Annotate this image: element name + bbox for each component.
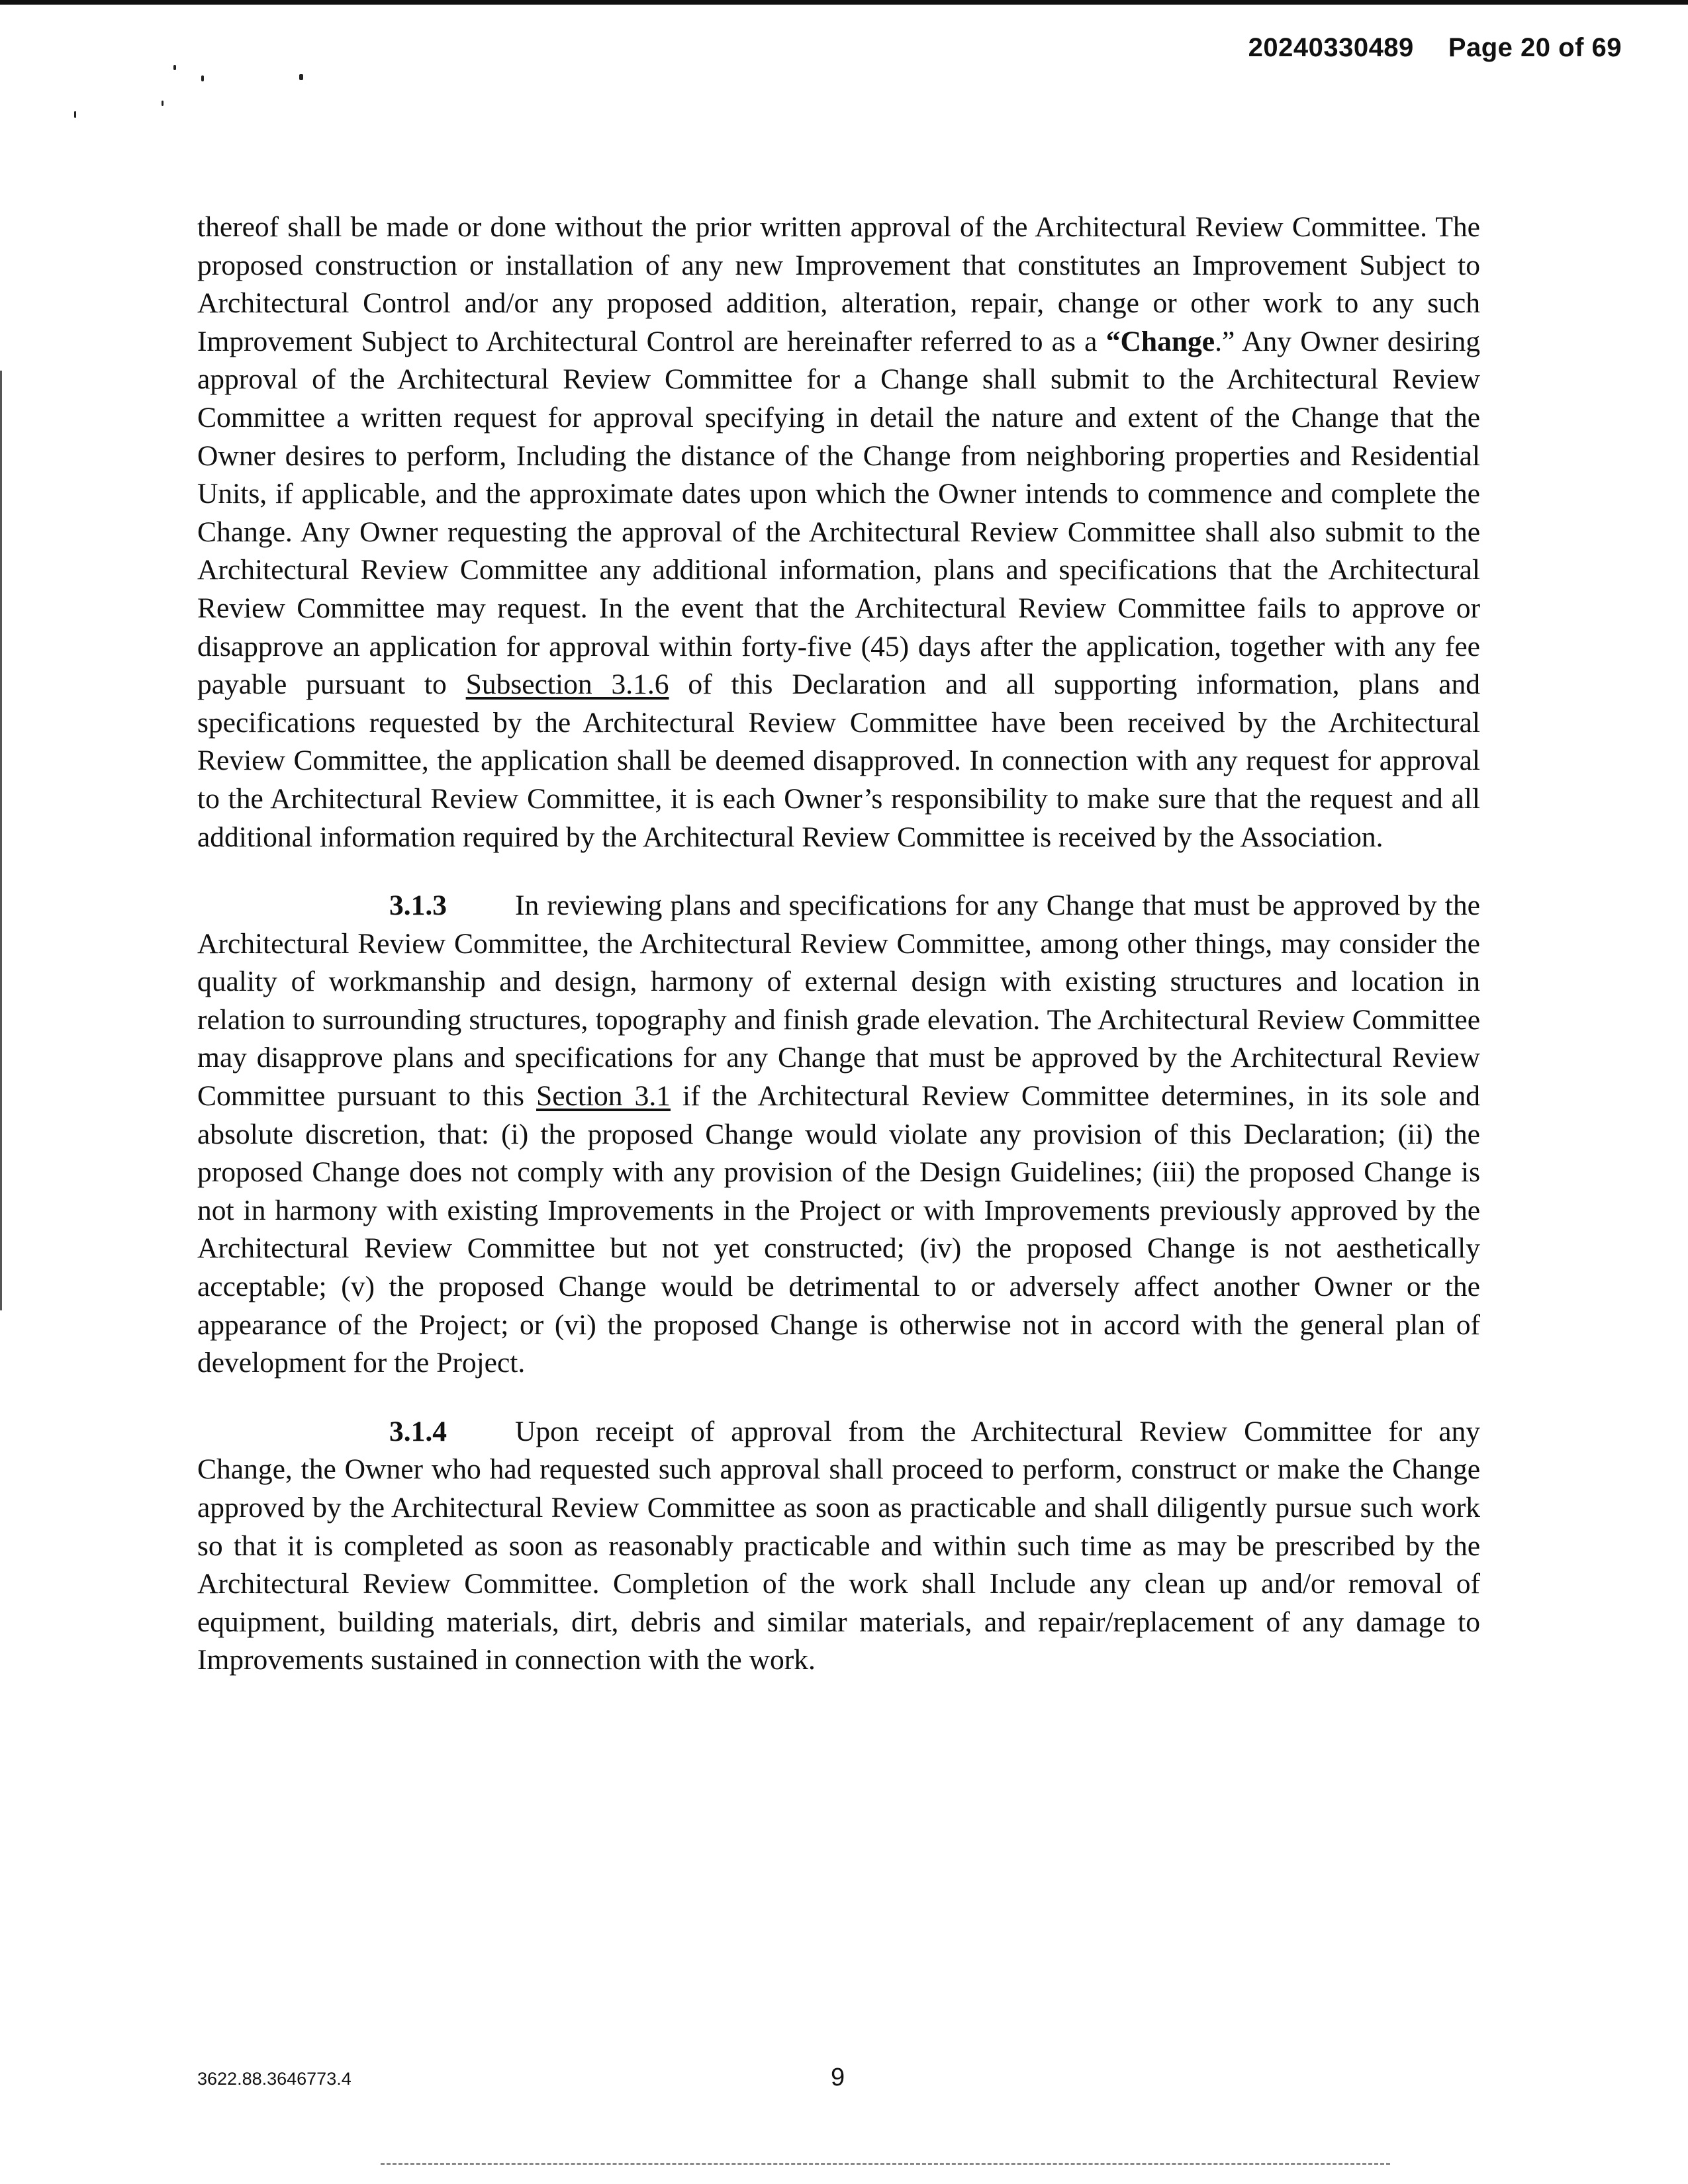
section-number: 3.1.4 (389, 1415, 447, 1447)
section-number: 3.1.3 (389, 889, 447, 922)
paragraph-text: In reviewing plans and specifications for any Change that must be approved by the Architectural Review Committee, the Architectural Review Committee, among other things, may consider the quality of workmanship and design, harmony of external design with existing structures and location in relation to surrounding structures, topography and finish grade elevation. The Architectural Review Committee may disapprove plans and specifications for any Change that must be approved by the Architectural Review Committee pursuant to this (197, 889, 1480, 1113)
paragraph-text: .” Any Owner desiring approval of the Architectural Review Committee for a Change shall submit to the Architectural Review Committee a written request for approval specifying in detail the nature and extent of the Change that the Owner desires to perform, Including the distance of the Change from neighboring properties and Residential Units, if applicable, and the approximate dates upon which the Owner intends to commence and complete the Change. Any Owner requesting the approval of the Architectural Review Committee shall also submit to the Architectural Review Committee any additional information, plans and specifications that the Architectural Review Committee may request. In the event that the Architectural Review Committee fails to approve or disapprove an application for approval within forty-five (45) days after the application, together with any fee payable pursuant to (197, 325, 1481, 701)
page-header (1248, 33, 1622, 63)
defined-term-change: “Change (1105, 325, 1215, 357)
page-count-label: Page 20 of 69 (1448, 33, 1622, 62)
scan-speck (173, 65, 176, 70)
paragraph-text: of this Declaration and all supporting information, plans and specifications requested by the Architectural Review Committee have been received by the Architectural Review Committee, the application shall be deemed disapproved. In connection with any request for approval to the Architectural Review Committee, it is each Owner’s responsibility to make sure that the request and all additional information required by the Architectural Review Committee is received by the Association. (197, 668, 1480, 853)
paragraph-text: if the Architectural Review Committee determines, in its sole and absolute discretion, that: (i) the proposed Change would violate any provision of this Declaration; (ii) the proposed Change does not comply with any provision of the Design Guidelines; (iii) the proposed Change is not in harmony with existing Improvements in the Project or with Improvements previously approved by the Architectural Review Committee but not yet constructed; (iv) the proposed Change is not aesthetically acceptable; (v) the proposed Change would be detrimental to or adversely affect another Owner or the appearance of the Project; or (vi) the proposed Change is otherwise not in accord with the general plan of development for the Project. (197, 1080, 1480, 1379)
scan-speck (162, 101, 164, 106)
paragraph-text: thereof shall be made or done without the prior written approval of the Architectural Review Committee. The proposed construction or installation of any new Improvement that constitutes an Improvement Subject to Architectural Control and/or any proposed addition, alteration, repair, change or other work to any such Improvement Subject to Architectural Control are hereinafter referred to as a (197, 211, 1480, 357)
paragraph-text: Upon receipt of approval from the Architectural Review Committee for any Change, the Owner who had requested such approval shall proceed to perform, construct or make the Change approved by the Architectural Review Committee as soon as practicable and shall diligently pursue such work so that it is completed as soon as reasonably practicable and within such time as may be prescribed by the Architectural Review Committee. Completion of the work shall Include any clean up and/or removal of equipment, building materials, dirt, debris and similar materials, and repair/replacement of any damage to Improvements sustained in connection with the work. (197, 1415, 1480, 1676)
section-reference: Section 3.1 (536, 1080, 671, 1113)
document-body (197, 208, 1480, 1710)
footer-page-number: 9 (831, 2064, 845, 2091)
scan-speck (74, 111, 76, 118)
bottom-scan-line (381, 2163, 1390, 2165)
section-3-1-3 (197, 887, 1480, 1383)
section-3-1-4 (197, 1413, 1480, 1680)
scan-speck (299, 74, 303, 80)
paragraph-continuation (197, 208, 1480, 856)
scan-left-edge (0, 371, 2, 1310)
subsection-reference: Subsection 3.1.6 (465, 668, 669, 701)
footer-document-id: 3622.88.3646773.4 (197, 2069, 352, 2089)
scan-speck (201, 75, 204, 81)
top-border-rule (0, 0, 1688, 5)
recording-number: 20240330489 (1248, 33, 1414, 62)
